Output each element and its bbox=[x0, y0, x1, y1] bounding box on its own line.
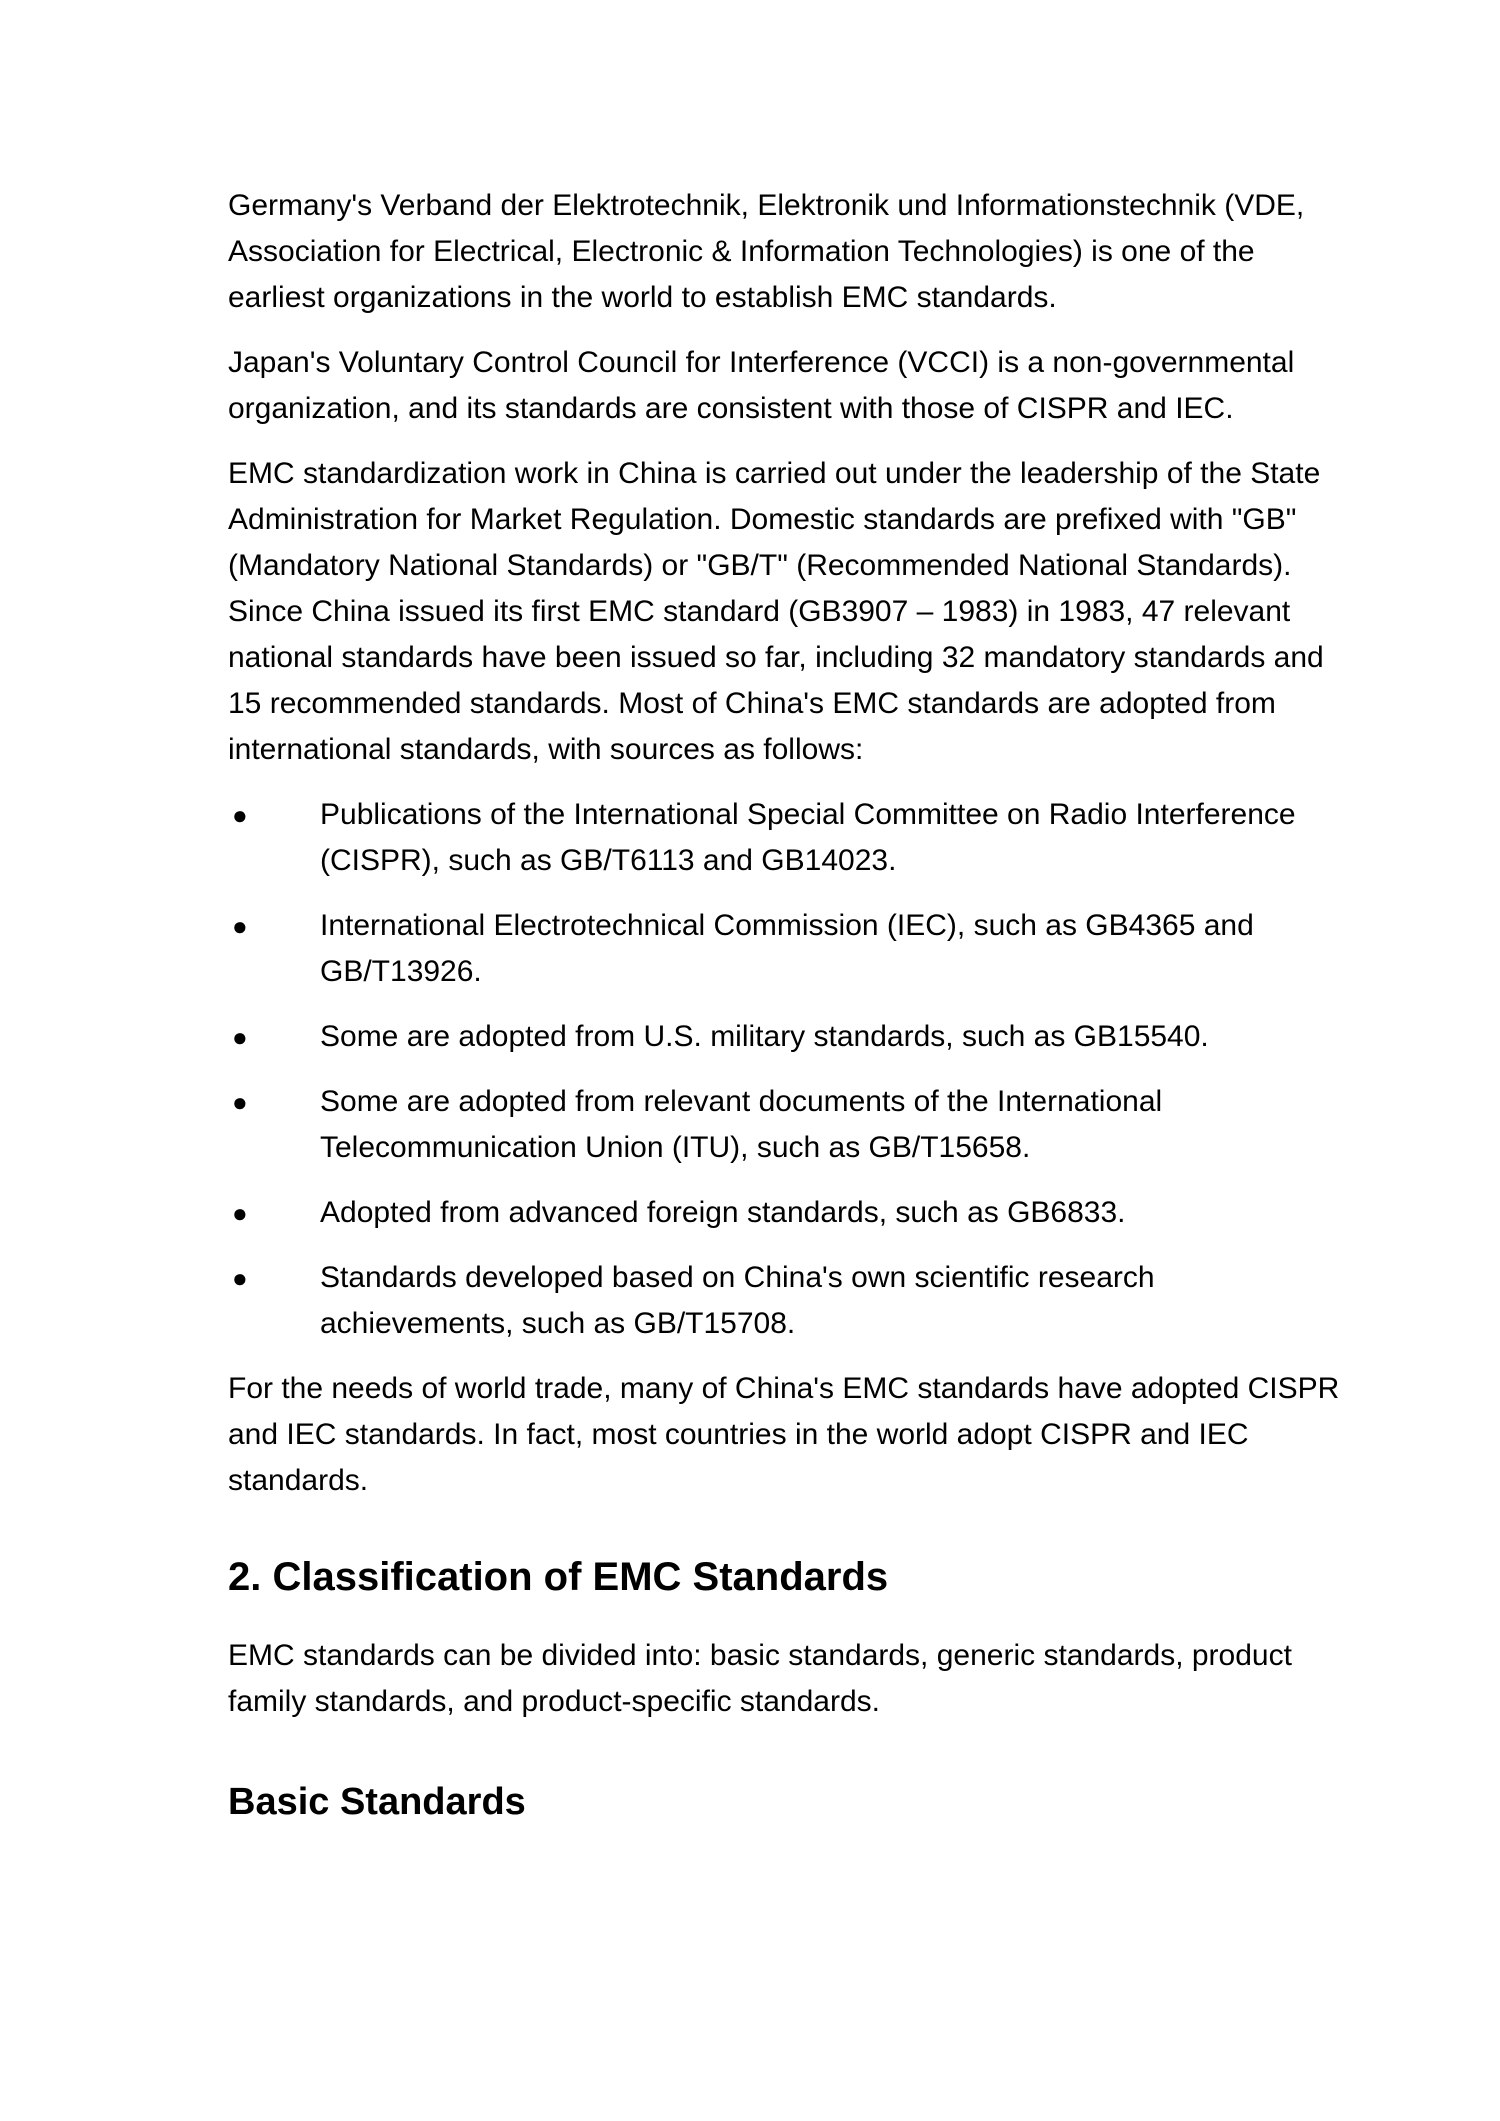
text-line: GB/T13926. bbox=[320, 955, 482, 988]
paragraph-china-standardization bbox=[228, 451, 1324, 773]
text-line: Some are adopted from U.S. military standards, such as GB15540. bbox=[320, 1020, 1209, 1053]
bullet-list bbox=[228, 792, 1296, 1347]
text-line: Administration for Market Regulation. Domestic standards are prefixed with "GB" bbox=[228, 503, 1297, 536]
paragraph-vcci bbox=[228, 340, 1295, 432]
text-line: Adopted from advanced foreign standards, such as GB6833. bbox=[320, 1196, 1126, 1229]
list-item-us-military bbox=[228, 1014, 1274, 1060]
bullet-icon: ● bbox=[232, 1263, 248, 1293]
paragraph-classification-intro bbox=[228, 1633, 1292, 1725]
paragraph-vde bbox=[228, 183, 1305, 321]
text-line: family standards, and product-specific standards. bbox=[228, 1685, 880, 1718]
list-item-foreign bbox=[228, 1190, 1274, 1236]
text-line: Publications of the International Special Committee on Radio Interference bbox=[320, 798, 1296, 831]
text-line: Association for Electrical, Electronic & Information Technologies) is one of the bbox=[228, 235, 1255, 268]
text-line: Germany's Verband der Elektrotechnik, Elektronik und Informationstechnik (VDE, bbox=[228, 189, 1305, 222]
text-line: achievements, such as GB/T15708. bbox=[320, 1307, 796, 1340]
bullet-icon: ● bbox=[232, 1087, 248, 1117]
bullet-icon: ● bbox=[232, 1198, 248, 1228]
heading-classification: 2. Classification of EMC Standards bbox=[228, 1555, 889, 1599]
list-item-itu bbox=[228, 1079, 1274, 1171]
text-line: and IEC standards. In fact, most countries in the world adopt CISPR and IEC bbox=[228, 1418, 1249, 1451]
bullet-icon: ● bbox=[232, 1022, 248, 1052]
text-line: Since China issued its first EMC standard (GB3907 – 1983) in 1983, 47 relevant bbox=[228, 595, 1291, 628]
text-line: Standards developed based on China's own scientific research bbox=[320, 1261, 1155, 1294]
heading-basic-standards: Basic Standards bbox=[228, 1781, 526, 1823]
text-line: EMC standards can be divided into: basic standards, generic standards, product bbox=[228, 1639, 1292, 1672]
list-item-cispr bbox=[228, 792, 1296, 884]
text-line: 15 recommended standards. Most of China's EMC standards are adopted from bbox=[228, 687, 1276, 720]
text-line: organization, and its standards are consistent with those of CISPR and IEC. bbox=[228, 392, 1234, 425]
text-line: International Electrotechnical Commission (IEC), such as GB4365 and bbox=[320, 909, 1254, 942]
bullet-icon: ● bbox=[232, 911, 248, 941]
paragraph-world-trade bbox=[228, 1366, 1340, 1504]
text-line: Japan's Voluntary Control Council for Interference (VCCI) is a non-governmental bbox=[228, 346, 1295, 379]
text-line: national standards have been issued so far, including 32 mandatory standards and bbox=[228, 641, 1324, 674]
text-line: (CISPR), such as GB/T6113 and GB14023. bbox=[320, 844, 897, 877]
list-item-domestic-research bbox=[228, 1255, 1274, 1347]
text-line: Some are adopted from relevant documents of the International bbox=[320, 1085, 1163, 1118]
list-item-iec bbox=[228, 903, 1274, 995]
text-line: earliest organizations in the world to establish EMC standards. bbox=[228, 281, 1057, 314]
text-line: standards. bbox=[228, 1464, 369, 1497]
text-line: (Mandatory National Standards) or "GB/T" (Recommended National Standards). bbox=[228, 549, 1292, 582]
text-line: For the needs of world trade, many of China's EMC standards have adopted CISPR bbox=[228, 1372, 1340, 1405]
bullet-icon: ● bbox=[232, 800, 248, 830]
text-line: Telecommunication Union (ITU), such as GB/T15658. bbox=[320, 1131, 1031, 1164]
text-line: EMC standardization work in China is carried out under the leadership of the State bbox=[228, 457, 1321, 490]
document-content bbox=[228, 183, 1340, 1825]
text-line: international standards, with sources as follows: bbox=[228, 733, 864, 766]
